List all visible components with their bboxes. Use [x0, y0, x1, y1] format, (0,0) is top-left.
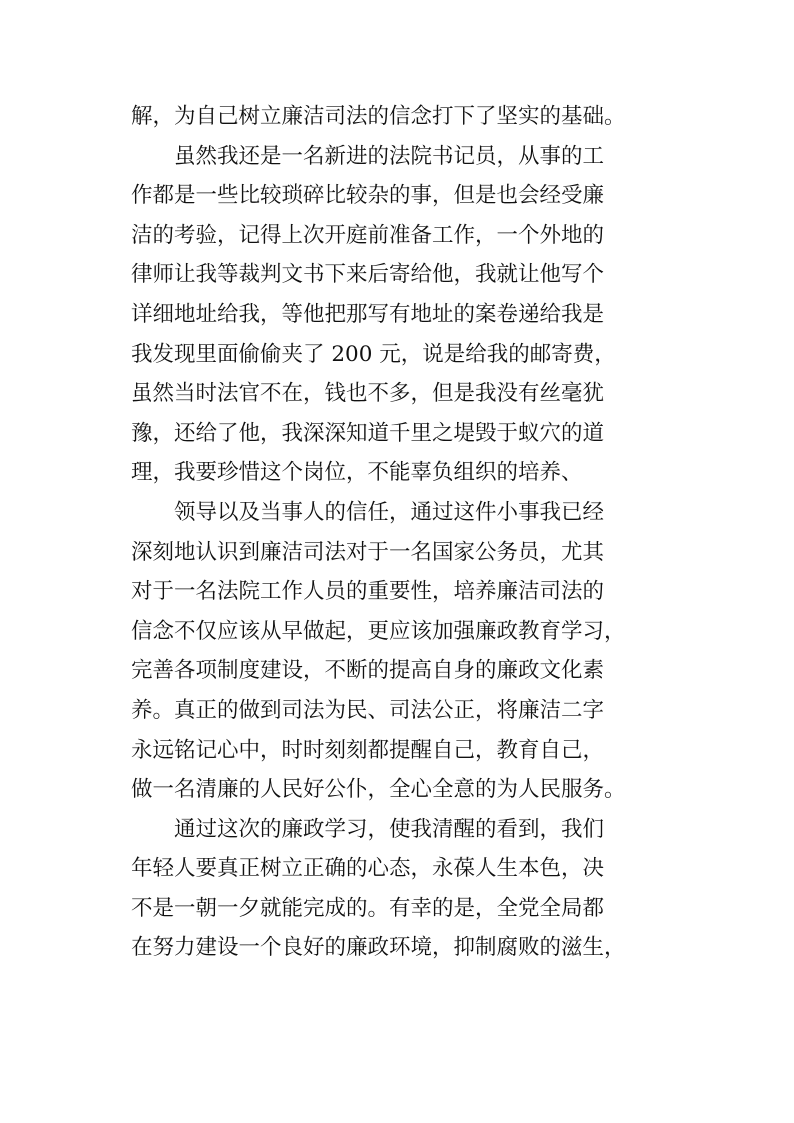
text-line: 做一名清廉的人民好公仆，全心全意的为人民服务。	[131, 777, 626, 803]
text-line: 豫，还给了他，我深深知道千里之堤毁于蚁穴的道	[131, 420, 605, 446]
text-line: 领导以及当事人的信任，通过这件小事我已经	[174, 499, 605, 525]
text-line: 理，我要珍惜这个岗位，不能辜负组织的培养、	[131, 460, 583, 486]
text-line: 养。真正的做到司法为民、司法公正，将廉洁二字	[131, 697, 605, 723]
text-line: 虽然当时法官不在，钱也不多，但是我没有丝毫犹	[131, 381, 605, 407]
text-line: 不是一朝一夕就能完成的。有幸的是，全党全局都	[131, 895, 605, 921]
text-line: 解，为自己树立廉洁司法的信念打下了坚实的基础。	[131, 104, 626, 129]
text-line: 深刻地认识到廉洁司法对于一名国家公务员，尤其	[131, 539, 605, 565]
text-line: 洁的考验，记得上次开庭前准备工作，一个外地的	[131, 222, 605, 248]
text-line: 律师让我等裁判文书下来后寄给他，我就让他写个	[131, 262, 605, 288]
text-line: 作都是一些比较琐碎比较杂的事，但是也会经受廉	[131, 183, 605, 209]
body-text	[131, 97, 676, 968]
text-line: 虽然我还是一名新进的法院书记员，从事的工	[174, 143, 605, 169]
text-line: 通过这次的廉政学习，使我清醒的看到，我们	[174, 816, 605, 842]
text-line: 年轻人要真正树立正确的心态，永葆人生本色，决	[131, 856, 605, 882]
text-line: 信念不仅应该从早做起，更应该加强廉政教育学习，	[131, 618, 626, 644]
text-line: 在努力建设一个良好的廉政环境，抑制腐败的滋生，	[131, 935, 626, 961]
text-line: 永远铭记心中，时时刻刻都提醒自己，教育自己，	[131, 737, 605, 763]
text-line: 对于一名法院工作人员的重要性，培养廉洁司法的	[131, 579, 605, 605]
text-line: 完善各项制度建设，不断的提高自身的廉政文化素	[131, 658, 605, 684]
text-line: 我发现里面偷偷夹了 200 元，说是给我的邮寄费，	[131, 341, 616, 367]
text-line: 详细地址给我，等他把那写有地址的案卷递给我是	[131, 301, 605, 327]
